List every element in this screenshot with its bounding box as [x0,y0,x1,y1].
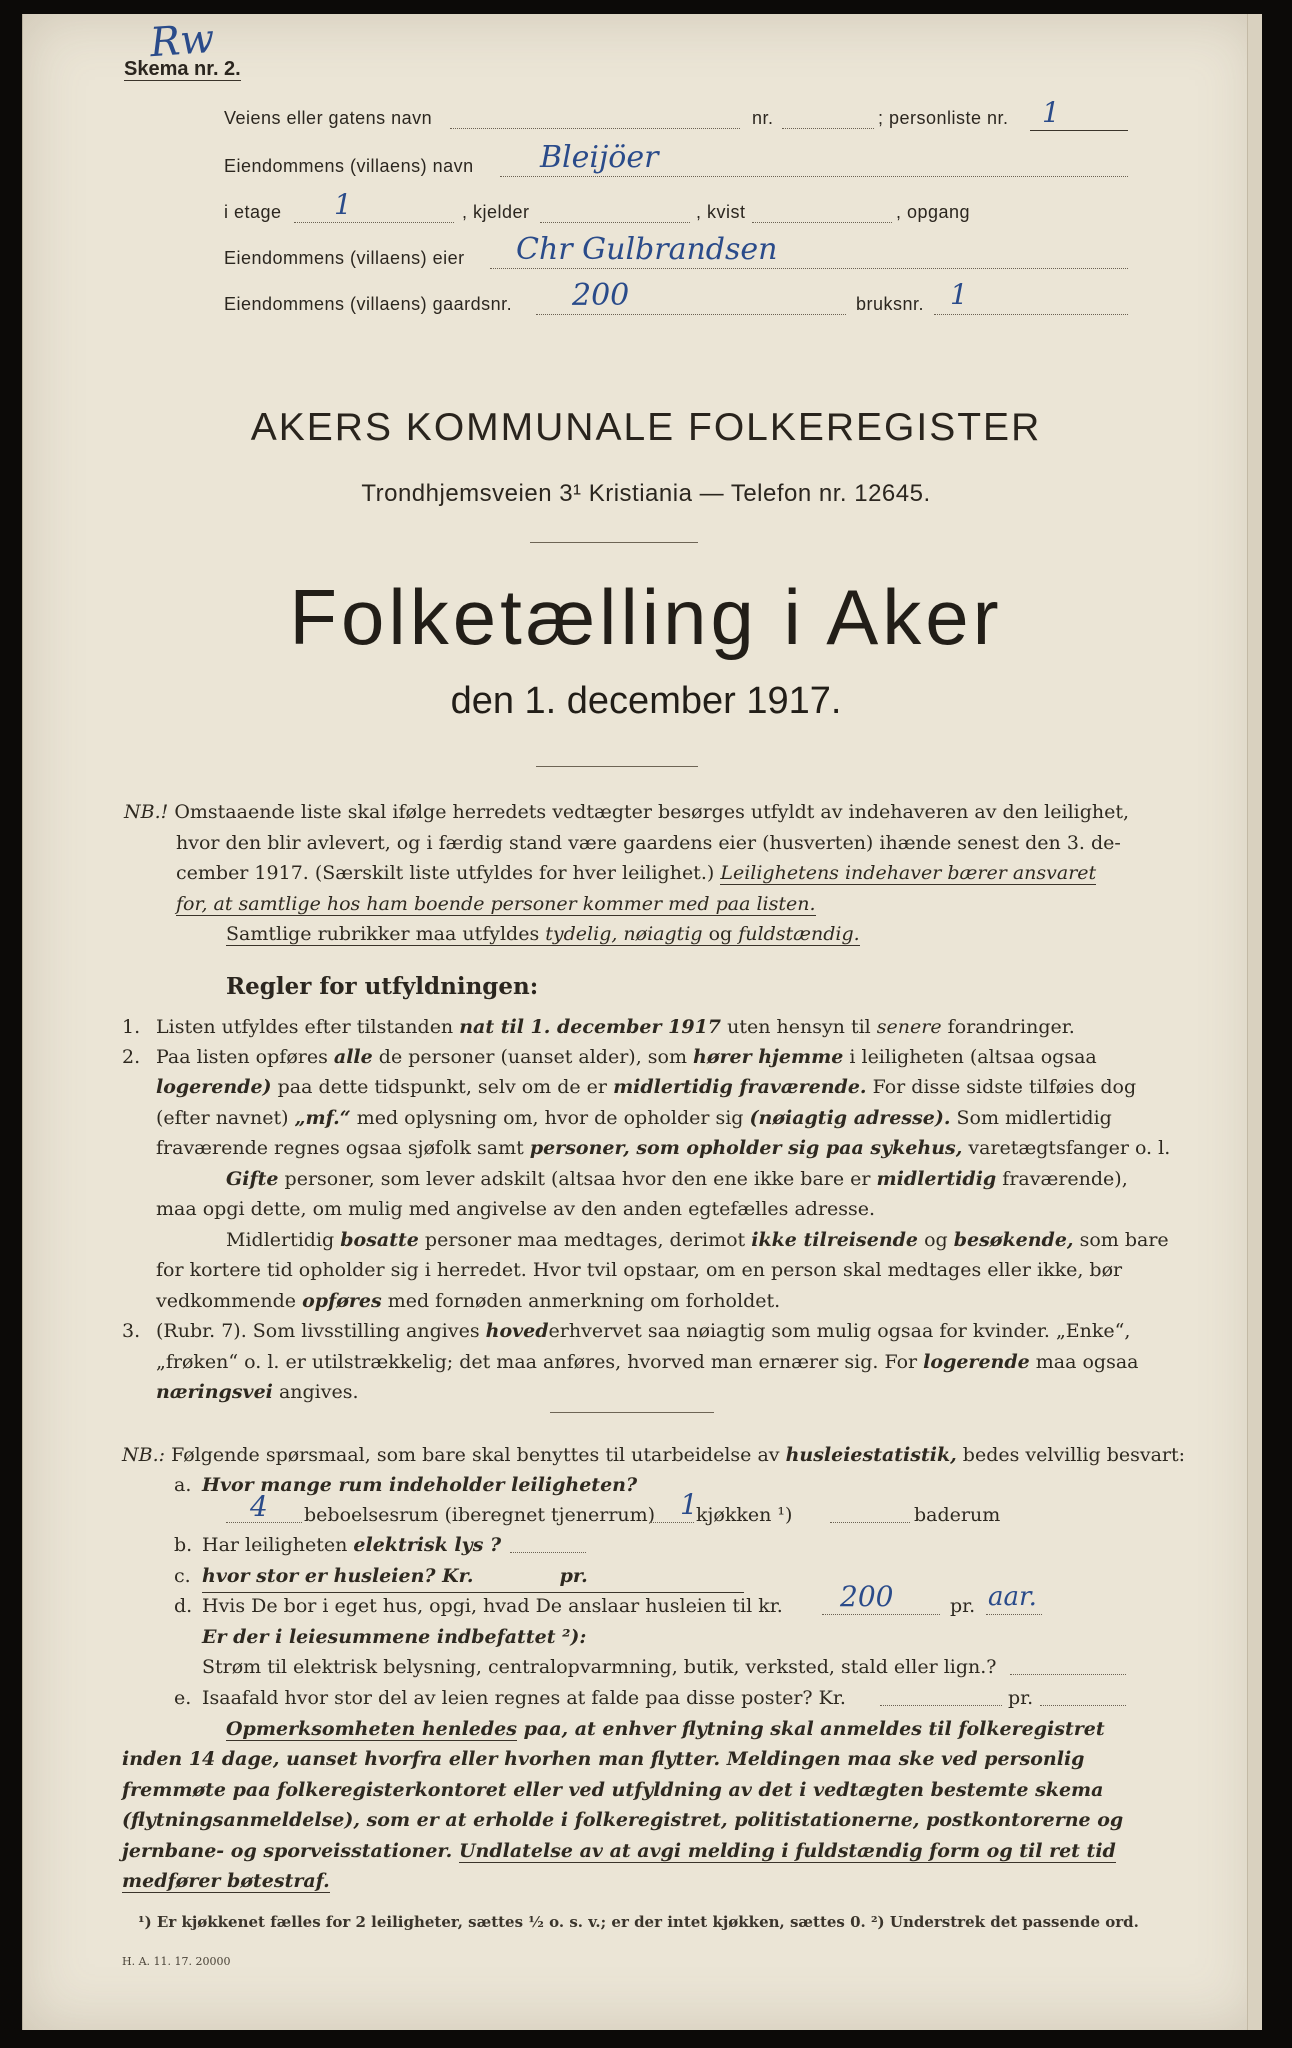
electric-line[interactable] [510,1552,586,1553]
bruksnr-value[interactable]: 1 [950,278,968,311]
kitchen-label: kjøkken ¹) [696,1504,793,1526]
share-period-label: pr. [1008,1687,1034,1709]
period-label: pr. [950,1595,976,1617]
property-name-line [500,176,1128,177]
bruksnr-label: bruksnr. [856,294,925,314]
self-rent-value[interactable]: 200 [840,1580,894,1613]
kjelder-label: , kjelder [462,202,530,222]
owner-line [490,268,1128,269]
agency-address: Trondhjemsveien 3¹ Kristiania — Telefon nr. 12645. [361,480,931,507]
rule-line: Gifte personer, som lever adskilt (altsaa hvor den ene ikke bare er midlertidig fraværende), [226,1168,1128,1190]
divider [530,542,698,543]
rule-line: „frøken“ o. l. er utilstrækkelig; det maa anføres, hvorved man ernærer sig. For logerende maa ogsaa [156,1351,1139,1373]
gaardsnr-line [536,314,846,315]
schema-label: Skema nr. 2. [124,58,241,80]
question-label: c. [174,1565,191,1587]
rule-line: for kortere tid opholder sig i herredet. Hvor tvil opstaar, om en person skal medtages eller ikke, bør [156,1259,1123,1281]
paper-edge [1247,14,1262,2030]
question-label: e. [174,1687,192,1709]
rule-number: 2. [122,1046,141,1068]
divider [550,1412,714,1413]
rooms-label: beboelsesrum (iberegnet tjenerrum) [304,1504,656,1526]
notice-line: inden 14 dage, uanset hvorfra eller hvorhen man flytter. Meldingen maa ske ved personlig [122,1748,1085,1770]
agency-name: AKERS KOMMUNALE FOLKEREGISTER [250,406,1042,449]
opgang-label: , opgang [896,202,971,222]
rule-line: vedkommende opføres med fornøden anmerkning om forholdet. [156,1290,781,1312]
rule-line: Midlertidig bosatte personer maa medtages, derimot ikke tilreisende og besøkende, som bare [226,1229,1169,1251]
question-d: Hvis De bor i eget hus, opgi, hvad De anslaar husleien til kr. [202,1595,783,1617]
etage-line [294,222,454,223]
etage-value[interactable]: 1 [334,188,352,221]
main-title: Folketælling i Aker [289,573,1003,661]
period-line [986,1614,1042,1615]
question-sub-list: Strøm til elektrisk belysning, centralopvarmning, butik, verksted, stald eller lign.? [202,1656,997,1678]
rule-line: logerende) paa dette tidspunkt, selv om de er midlertidig fraværende. For disse sidste tilføies dog [156,1076,1137,1098]
question-label: b. [174,1534,193,1556]
nr-label: nr. [752,108,774,128]
question-label: d. [174,1595,193,1617]
rule-line: maa opgi dette, om mulig med angivelse av den anden egtefælles adresse. [156,1198,876,1220]
owner-label: Eiendommens (villaens) eier [224,248,465,268]
rule-line: næringsvei angives. [156,1381,359,1403]
personliste-label: ; personliste nr. [878,108,1009,128]
share-amount-line[interactable] [880,1705,1002,1706]
nb2-intro: NB.: Følgende spørsmaal, som bare skal benyttes til utarbeidelse av husleiestatistik, bedes velvillig besvart: [122,1444,1186,1466]
nb1-line: hvor den blir avlevert, og i færdig stand være gaardens eier (husverten) ihænde senest den 3. de- [176,832,1121,854]
rule-line: fraværende regnes ogsaa sjøfolk samt personer, som opholder sig paa sykehus, varetægtsfanger o. l. [156,1137,1171,1159]
period-value[interactable]: aar. [988,1582,1037,1612]
kvist-label: , kvist [696,202,746,222]
rule-line: Paa listen opføres alle de personer (uanset alder), som hører hjemme i leiligheten (altsaa ogsaa [156,1046,1097,1068]
rule-number: 3. [122,1320,141,1342]
notice-line: medfører bøtestraf. [122,1870,330,1892]
notice-line: jernbane- og sporveisstationer. Undlatelse av at avgi melding i fuldstændig form og til ret tid [122,1840,1116,1862]
rooms-value[interactable]: 4 [250,1490,268,1523]
notice-line: (flytningsanmeldelse), som er at erholde i folkeregistret, politistationerne, postkontorerne og [122,1809,1124,1831]
etage-label: i etage [224,202,282,222]
question-e: Isaafald hvor stor del av leien regnes at falde paa disse poster? Kr. [202,1687,846,1709]
question-sub: Er der i leiesummene indbefattet ²): [202,1626,587,1648]
street-line[interactable] [450,128,740,129]
owner-value[interactable]: Chr Gulbrandsen [516,232,778,267]
rule-line: Listen utfyldes efter tilstanden nat til 1. december 1917 uten hensyn til senere forandringer. [156,1016,1075,1038]
property-name-value[interactable]: Bleijöer [540,140,659,175]
printer-code: H. A. 11. 17. 20000 [122,1955,231,1968]
question-a: Hvor mange rum indeholder leiligheten? [202,1474,638,1496]
notice-line: fremmøte paa folkeregisterkontoret eller ved utfyldning av det i vedtægten bestemte skema [122,1779,1104,1801]
bruksnr-line [934,314,1128,315]
question-b: Har leiligheten elektrisk lys ? [202,1534,502,1556]
gaardsnr-label: Eiendommens (villaens) gaardsnr. [224,294,513,314]
personliste-value[interactable]: 1 [1042,96,1060,129]
nb1-line: for, at samtlige hos ham boende personer kommer med paa listen. [176,893,816,915]
notice-line: Opmerksomheten henledes paa, at enhver flytning skal anmeldes til folkeregistret [226,1718,1105,1740]
rules-heading: Regler for utfyldningen: [226,973,539,1000]
kjelder-line[interactable] [540,222,690,223]
self-rent-line [822,1614,940,1615]
kvist-line[interactable] [752,222,892,223]
included-line[interactable] [1010,1674,1126,1675]
nr-line[interactable] [782,128,874,129]
share-period-line[interactable] [1040,1705,1126,1706]
bath-label: baderum [914,1504,1001,1526]
street-label: Veiens eller gatens navn [224,108,433,128]
kitchen-value[interactable]: 1 [680,1488,698,1521]
bath-line[interactable] [830,1522,910,1523]
footnote: ¹) Er kjøkkenet fælles for 2 leiligheter, sættes ½ o. s. v.; er der intet kjøkken, sættes 0. ²) Understrek det passende ord. [138,1913,1139,1931]
kitchen-line [650,1522,694,1523]
property-name-label: Eiendommens (villaens) navn [224,156,474,176]
nb1-line: cember 1917. (Særskilt liste utfyldes for hver leilighet.) Leilighetens indehaver bærer ansvaret [176,862,1097,884]
question-c: hvor stor er husleien? Kr. pr. [202,1561,744,1593]
personliste-line [1030,130,1128,131]
divider [536,766,698,767]
nb1-line: Samtlige rubrikker maa utfyldes tydelig, nøiagtig og fuldstændig. [226,923,860,945]
question-label: a. [174,1474,192,1496]
gaardsnr-value[interactable]: 200 [572,278,630,313]
nb1-line: NB.! Omstaaende liste skal ifølge herredets vedtægter besørges utfyldt av indehaveren av den leilighet, [124,801,1130,823]
handwritten-initials: Rw [148,15,216,67]
rule-line: (efter navnet) „mf.“ med oplysning om, hvor de opholder sig (nøiagtig adresse). Som midlertidig [156,1107,1112,1129]
rule-number: 1. [122,1016,141,1038]
rule-line: (Rubr. 7). Som livsstilling angives hovederhvervet saa nøiagtig som mulig ogsaa for kvinder. „Enke“, [156,1320,1131,1342]
date-line: den 1. december 1917. [450,680,842,722]
